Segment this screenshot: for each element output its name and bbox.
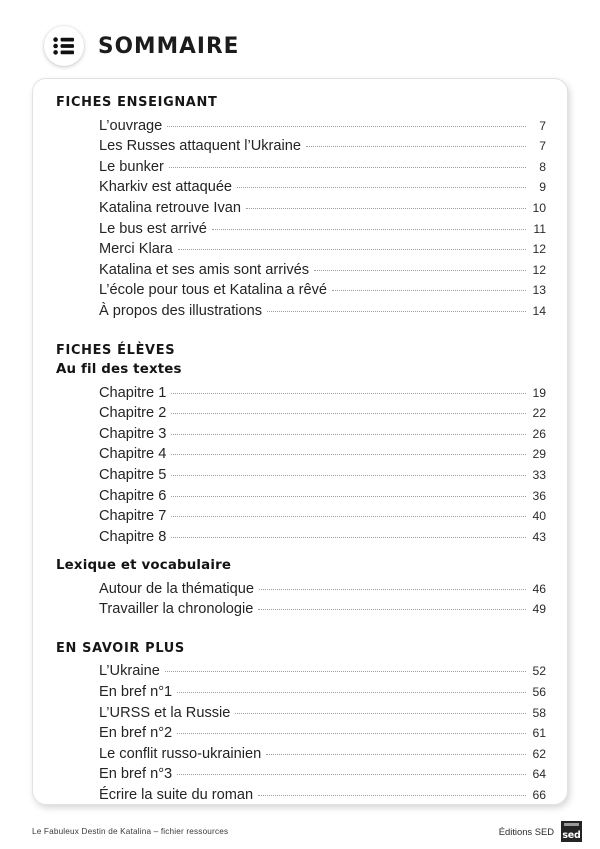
toc-entry-page: 14 xyxy=(532,303,546,318)
toc-entry[interactable] xyxy=(56,304,546,325)
toc-entry-label: Les Russes attaquent l’Ukraine xyxy=(99,138,301,155)
leader-dots xyxy=(178,248,526,250)
leader-dots xyxy=(267,310,526,312)
toc-section-heading: FICHES ENSEIGNANT xyxy=(56,94,218,110)
toc-entry[interactable] xyxy=(56,582,546,603)
toc-subsection-heading: Au fil des textes xyxy=(56,362,182,378)
toc-entry[interactable] xyxy=(56,602,546,623)
leader-dots xyxy=(212,228,526,230)
toc-entry[interactable] xyxy=(56,119,546,140)
leader-dots xyxy=(171,515,526,517)
toc-entry[interactable] xyxy=(56,180,546,201)
toc-entry-page: 36 xyxy=(532,488,546,503)
toc-entry-label: Katalina retrouve Ivan xyxy=(99,199,241,216)
toc-entry-page: 49 xyxy=(532,602,546,617)
toc-entry-page: 13 xyxy=(532,283,546,298)
leader-dots xyxy=(167,125,526,127)
footer-publisher xyxy=(499,821,582,842)
leader-dots xyxy=(171,412,526,414)
toc-entry-label: En bref n°2 xyxy=(99,725,173,742)
sed-logo-word: sed xyxy=(562,830,581,841)
toc-entry-label: L’URSS et la Russie xyxy=(99,704,231,721)
leader-dots xyxy=(169,166,526,168)
toc-entry-label: À propos des illustrations xyxy=(99,302,263,319)
toc-entry[interactable] xyxy=(56,664,546,685)
toc-entry-label: L’ouvrage xyxy=(99,117,163,134)
toc-entry[interactable] xyxy=(56,767,546,788)
toc-entry-label: En bref n°3 xyxy=(99,766,173,783)
leader-dots xyxy=(314,269,526,271)
toc-entry-label: Chapitre 2 xyxy=(99,405,167,422)
toc-entry-page: 43 xyxy=(532,529,546,544)
toc-entry-page: 19 xyxy=(532,385,546,400)
toc-entry-page: 8 xyxy=(539,159,546,174)
toc-entry[interactable] xyxy=(56,222,546,243)
toc-entry-page: 12 xyxy=(532,242,546,257)
leader-dots xyxy=(171,433,526,435)
toc-entry-label: Chapitre 1 xyxy=(99,384,167,401)
toc-entry[interactable] xyxy=(56,685,546,706)
toc-entry-page: 12 xyxy=(532,262,546,277)
toc-entry-page: 61 xyxy=(532,726,546,741)
toc-entry[interactable] xyxy=(56,530,546,551)
toc-section-heading: FICHES ÉLÈVES xyxy=(56,341,176,358)
leader-dots xyxy=(237,186,526,188)
toc-entry[interactable] xyxy=(56,283,546,304)
toc-entry-label: Katalina et ses amis sont arrivés xyxy=(99,261,310,278)
table-of-contents xyxy=(56,96,546,805)
toc-entry-label: Le conflit russo-ukrainien xyxy=(99,745,262,762)
toc-entry-label: Travailler la chronologie xyxy=(99,601,254,618)
toc-entry-page: 29 xyxy=(532,447,546,462)
leader-dots xyxy=(266,753,526,755)
toc-entry-label: Chapitre 7 xyxy=(99,508,167,525)
toc-entry[interactable] xyxy=(56,747,546,768)
toc-entry-page: 9 xyxy=(539,180,546,195)
toc-entry[interactable] xyxy=(56,242,546,263)
toc-subsection-heading: Lexique et vocabulaire xyxy=(56,558,232,574)
toc-entry[interactable] xyxy=(56,726,546,747)
toc-entry-label: L’école pour tous et Katalina a rêvé xyxy=(99,282,327,299)
leader-dots xyxy=(258,794,526,796)
sed-logo-bar xyxy=(564,823,579,826)
toc-entry-page: 56 xyxy=(532,685,546,700)
toc-entry-label: Autour de la thématique xyxy=(99,580,254,597)
leader-dots xyxy=(258,608,526,610)
list-icon xyxy=(44,26,84,66)
toc-entry-label: L’Ukraine xyxy=(99,663,160,680)
page-title: SOMMAIRE xyxy=(98,33,240,59)
toc-entry-page: 33 xyxy=(532,467,546,482)
toc-entry[interactable] xyxy=(56,509,546,530)
leader-dots xyxy=(246,207,526,209)
toc-entry-page: 40 xyxy=(532,509,546,524)
footer-book-title: Le Fabuleux Destin de Katalina – fichier ressources xyxy=(32,826,229,836)
toc-section-heading: EN SAVOIR PLUS xyxy=(56,639,185,656)
leader-dots xyxy=(171,474,526,476)
toc-entry[interactable] xyxy=(56,139,546,160)
toc-entry-page: 66 xyxy=(532,788,546,803)
toc-entry-page: 7 xyxy=(539,139,546,154)
publisher-label: Éditions SED xyxy=(498,825,554,837)
leader-dots xyxy=(235,712,526,714)
toc-entry[interactable] xyxy=(56,706,546,727)
toc-entry-label: Chapitre 6 xyxy=(99,487,167,504)
toc-card xyxy=(32,78,568,805)
toc-entry-label: En bref n°1 xyxy=(99,684,173,701)
toc-entry[interactable] xyxy=(56,788,546,805)
toc-entry-label: Le bus est arrivé xyxy=(99,220,207,237)
toc-entry-label: Écrire la suite du roman xyxy=(99,787,254,804)
toc-entry-page: 22 xyxy=(532,406,546,421)
toc-entry[interactable] xyxy=(56,201,546,222)
toc-entry[interactable] xyxy=(56,263,546,284)
toc-entry-page: 7 xyxy=(539,118,546,133)
leader-dots xyxy=(332,289,526,291)
toc-entry-page: 58 xyxy=(532,705,546,720)
toc-entry-label: Merci Klara xyxy=(99,241,173,258)
leader-dots xyxy=(171,453,526,455)
toc-entry[interactable] xyxy=(56,447,546,468)
toc-entry-page: 11 xyxy=(533,221,546,236)
toc-entry-label: Chapitre 4 xyxy=(99,446,167,463)
toc-entry-page: 46 xyxy=(532,581,546,596)
toc-entry[interactable] xyxy=(56,489,546,510)
leader-dots xyxy=(165,670,526,672)
leader-dots xyxy=(171,392,526,394)
toc-entry-page: 64 xyxy=(532,767,546,782)
toc-entry-page: 52 xyxy=(532,664,546,679)
leader-dots xyxy=(306,145,526,147)
toc-entry-label: Kharkiv est attaquée xyxy=(99,179,233,196)
leader-dots xyxy=(171,536,526,538)
page-header xyxy=(44,22,245,70)
leader-dots xyxy=(259,588,526,590)
toc-entry-label: Chapitre 3 xyxy=(99,425,167,442)
toc-entry[interactable] xyxy=(56,427,546,448)
toc-entry-label: Le bunker xyxy=(99,158,164,175)
toc-entry[interactable] xyxy=(56,386,546,407)
toc-entry[interactable] xyxy=(56,406,546,427)
toc-entry-page: 10 xyxy=(532,200,546,215)
toc-entry-page: 26 xyxy=(532,426,546,441)
page-footer xyxy=(32,820,582,842)
toc-entry-label: Chapitre 8 xyxy=(99,528,167,545)
toc-entry[interactable] xyxy=(56,468,546,489)
leader-dots xyxy=(177,691,526,693)
leader-dots xyxy=(171,495,526,497)
leader-dots xyxy=(177,732,526,734)
leader-dots xyxy=(177,773,526,775)
toc-entry[interactable] xyxy=(56,160,546,181)
sed-logo-icon xyxy=(561,821,582,842)
toc-entry-page: 62 xyxy=(532,746,546,761)
toc-entry-label: Chapitre 5 xyxy=(99,466,167,483)
